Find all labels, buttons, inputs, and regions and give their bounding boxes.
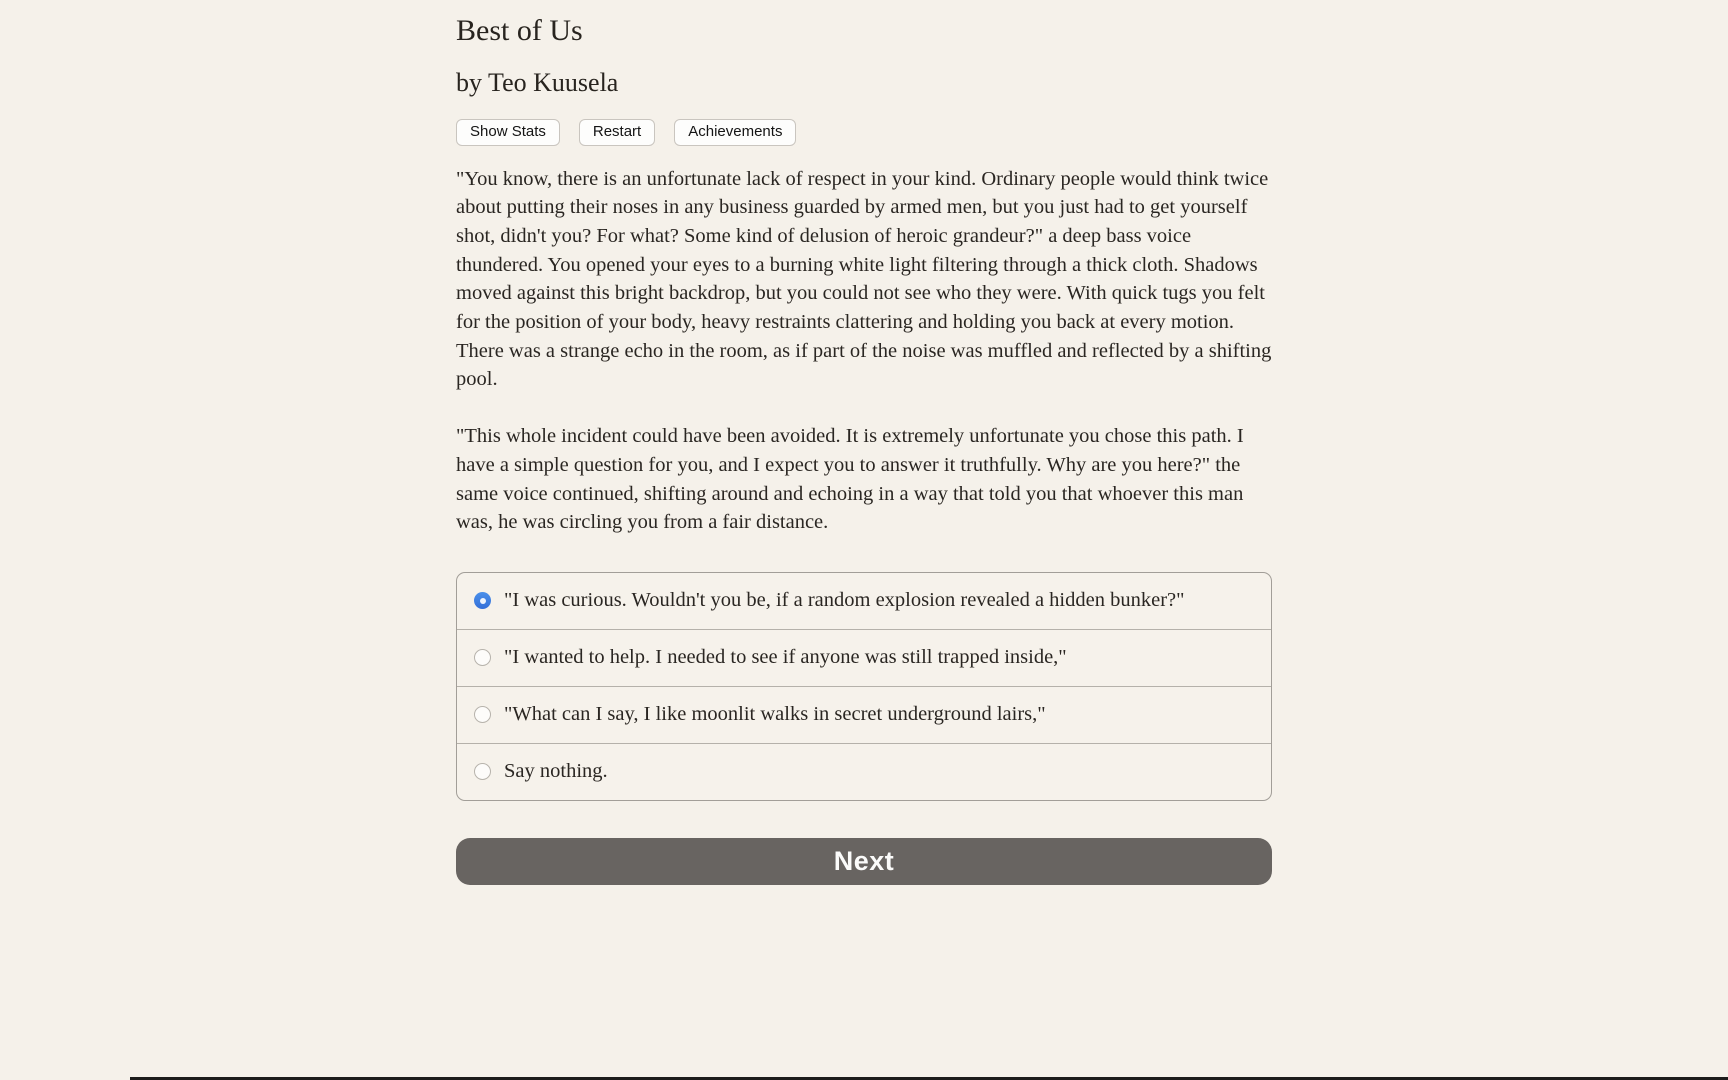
story-paragraph: "You know, there is an unfortunate lack of respect in your kind. Ordinary people would think twice about putting their noses in any business guarded by armed men, but you just had to get yourself shot, didn't you? For what? Some kind of delusion of heroic grandeur?" a deep bass voice thundered. You opened your eyes to a burning white light filtering through a thick cloth. Shadows moved against this bright backdrop, but you could not see who they were. With quick tugs you felt for the position of your body, heavy restraints clattering and holding you back at every motion. There was a strange echo in the room, as if part of the noise was muffled and reflected by a shifting pool. — [456, 167, 1272, 391]
story-paragraph: "This whole incident could have been avoided. It is extremely unfortunate you chose this path. I have a simple question for you, and I expect you to answer it truthfully. Why are you here?" the same voice continued, shifting around and echoing in a way that told you that whoever this man was, he was circling you from a fair distance. — [456, 425, 1244, 534]
story-text — [456, 165, 1272, 537]
author-byline: by Teo Kuusela — [456, 67, 619, 97]
next-button[interactable]: Next — [456, 838, 1272, 885]
page-title: Best of Us — [456, 14, 583, 47]
choice-option-4[interactable] — [457, 743, 1271, 800]
restart-button[interactable]: Restart — [579, 119, 655, 146]
radio-dot-icon — [480, 598, 486, 604]
story-column — [456, 0, 1272, 885]
choice-option-label: "I wanted to help. I needed to see if anyone was still trapped inside," — [504, 646, 1067, 669]
toolbar — [456, 119, 1272, 146]
choice-list — [456, 572, 1272, 801]
radio-button-icon[interactable] — [474, 763, 491, 780]
choice-option-label: Say nothing. — [504, 760, 608, 783]
choice-option-3[interactable] — [457, 686, 1271, 743]
choice-option-2[interactable] — [457, 629, 1271, 686]
show-stats-button[interactable]: Show Stats — [456, 119, 560, 146]
choice-option-label: "What can I say, I like moonlit walks in secret underground lairs," — [504, 703, 1046, 726]
choice-option-label: "I was curious. Wouldn't you be, if a random explosion revealed a hidden bunker?" — [504, 589, 1185, 612]
radio-button-icon[interactable] — [474, 706, 491, 723]
radio-button-icon[interactable] — [474, 649, 491, 666]
choice-option-1[interactable] — [457, 573, 1271, 629]
achievements-button[interactable]: Achievements — [674, 119, 796, 146]
radio-button-icon[interactable] — [474, 592, 491, 609]
